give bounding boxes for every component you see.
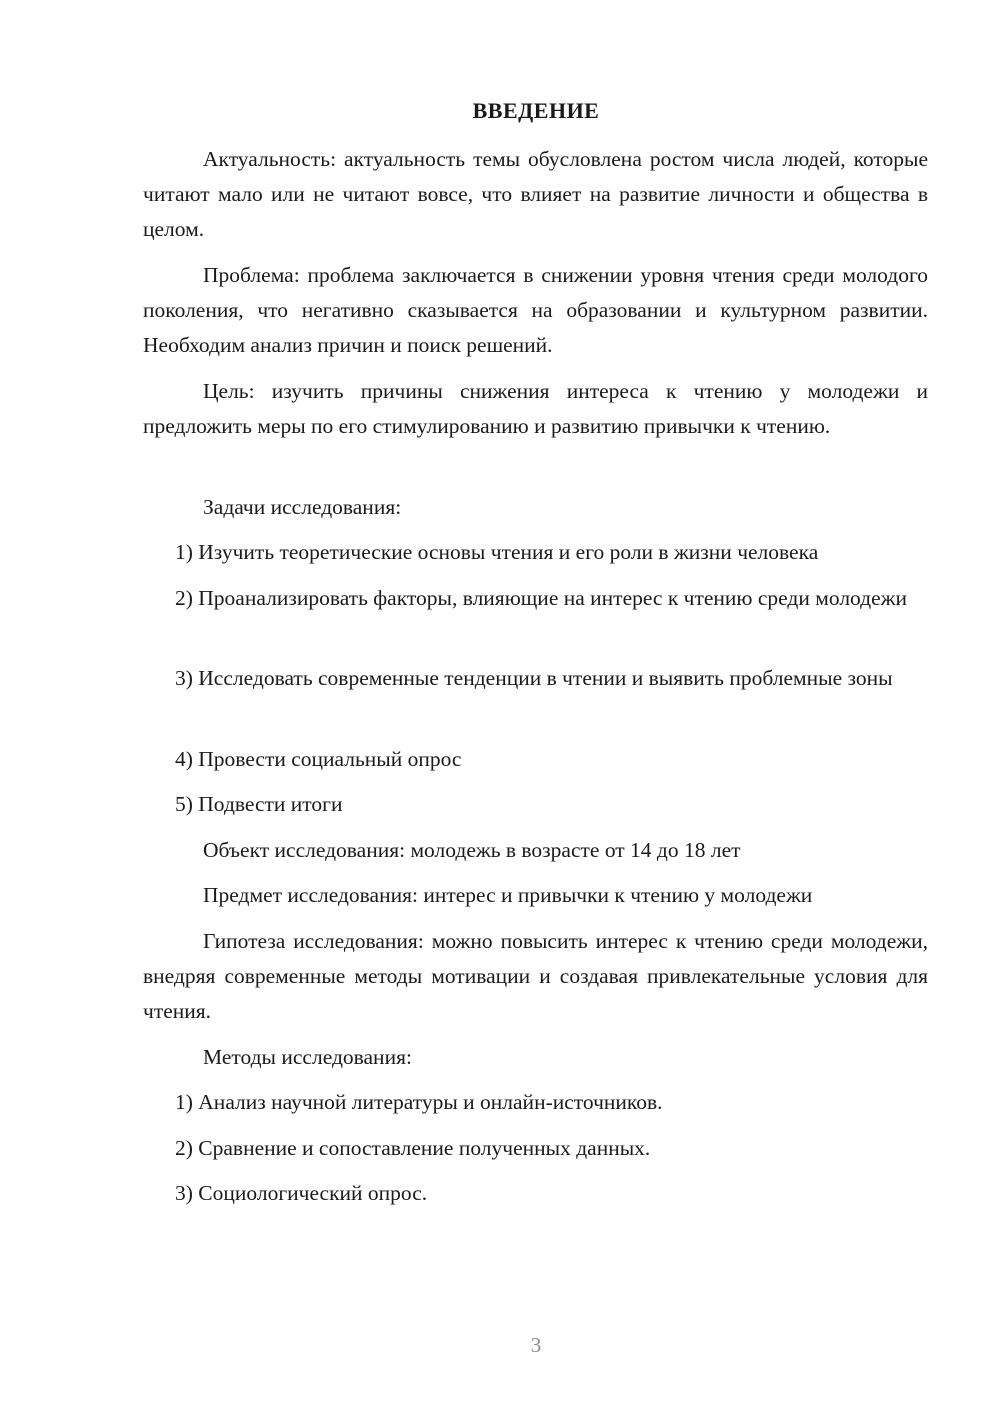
method-item: 1) Анализ научной литературы и онлайн-источников. [175, 1090, 663, 1114]
object-paragraph: Объект исследования: молодежь в возрасте от 14 до 18 лет [203, 838, 741, 862]
method-item: 2) Сравнение и сопоставление полученных данных. [175, 1136, 651, 1160]
page-title: ВВЕДЕНИЕ [472, 98, 600, 123]
relevance-paragraph: Актуальность: актуальность темы обусловлена ростом числа людей, которые читают мало или не читают вовсе, что влияет на развитие личности и общества в целом. [143, 147, 928, 241]
hypothesis-paragraph: Гипотеза исследования: можно повысить интерес к чтению среди молодежи, внедряя современные методы мотивации и создавая привлекательные условия для чтения. [143, 929, 928, 1023]
task-item: 3) Исследовать современные тенденции в чтении и выявить проблемные зоны [175, 666, 893, 690]
task-item: 5) Подвести итоги [175, 792, 343, 816]
goal-paragraph: Цель: изучить причины снижения интереса к чтению у молодежи и предложить меры по его стимулированию и развитию привычки к чтению. [143, 379, 928, 438]
method-item: 3) Социологический опрос. [175, 1181, 428, 1205]
task-item: 2) Проанализировать факторы, влияющие на интерес к чтению среди молодежи [175, 586, 908, 610]
subject-paragraph: Предмет исследования: интерес и привычки к чтению у молодежи [203, 883, 813, 907]
problem-paragraph: Проблема: проблема заключается в снижении уровня чтения среди молодого поколения, что негативно сказывается на образовании и культурном развитии. Необходим анализ причин и поиск решений. [143, 263, 928, 357]
page-number: 3 [530, 1333, 542, 1357]
task-item: 4) Провести социальный опрос [175, 747, 462, 771]
methods-heading: Методы исследования: [203, 1045, 412, 1069]
tasks-heading: Задачи исследования: [203, 495, 402, 519]
task-item: 1) Изучить теоретические основы чтения и его роли в жизни человека [175, 540, 819, 564]
